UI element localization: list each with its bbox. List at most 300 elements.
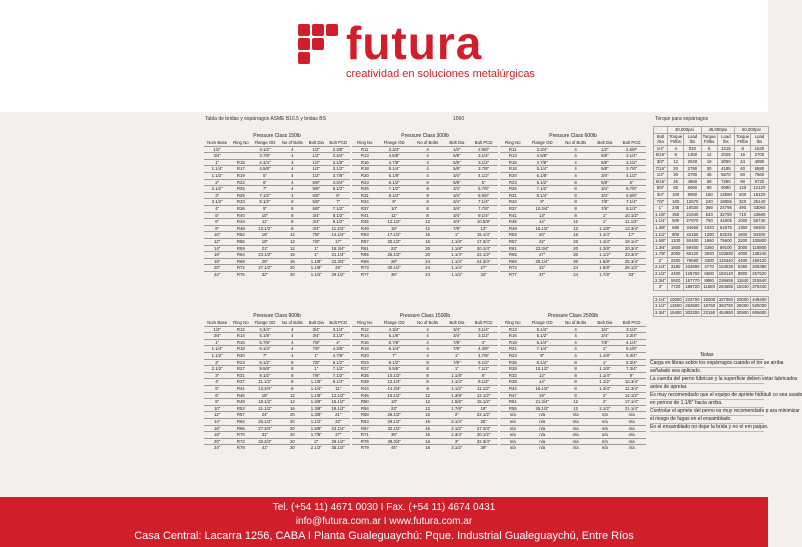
table-cell: 6.5/8" <box>617 192 646 199</box>
table-cell: 1.3/4" <box>655 244 667 250</box>
table-cell: 20 <box>559 245 593 252</box>
table-cell: 3.1/2" <box>326 166 350 173</box>
table-cell: 4.5/8" <box>378 153 411 160</box>
column-header: Ring No <box>233 140 249 145</box>
table-row <box>204 432 350 439</box>
table-cell: 4400 <box>735 257 751 264</box>
table-row <box>500 399 646 406</box>
table-cell: 12 <box>559 219 593 226</box>
table-cell: 12.1/2" <box>469 392 498 399</box>
torque-table-block <box>653 126 769 317</box>
table-cell: 14" <box>526 219 559 226</box>
table-cell: 27" <box>326 432 350 439</box>
table-cell: 3/4" <box>444 219 469 226</box>
table-cell: 8 <box>559 186 593 193</box>
table-cell: 8.1/4" <box>526 192 559 199</box>
table-cell: 19" <box>526 392 559 399</box>
table-cell: R23 <box>352 179 378 186</box>
table-cell: R65 <box>500 252 526 259</box>
table-cell: 3/4" <box>204 333 230 340</box>
table-cell: 30 <box>701 165 717 172</box>
table-cell: 14" <box>204 418 230 425</box>
table-cell: 6.1/4" <box>378 346 411 353</box>
table-cell: n/a <box>617 445 646 451</box>
table-cell: 17" <box>617 232 646 239</box>
table-cell: 8 <box>411 212 445 219</box>
brand-name: futura <box>346 17 483 69</box>
table-cell: 12500 <box>668 303 684 310</box>
table-row <box>500 232 646 239</box>
table-cell: 159120 <box>752 257 767 263</box>
column-header: Ring No <box>357 140 373 145</box>
table-cell: 3/4" <box>306 219 326 226</box>
table-row <box>352 352 498 359</box>
table-row <box>500 418 646 425</box>
note-line: señalado sea aplicado. <box>650 368 764 376</box>
table-cell: 26.1/2" <box>526 405 559 412</box>
table-cell: 5/8" <box>592 153 617 160</box>
table-cell: 1.1/8" <box>444 245 469 252</box>
table-cell: 30.1/2" <box>378 265 411 272</box>
table-cell: 6.3/4" <box>617 359 646 366</box>
table-row <box>500 445 646 451</box>
table-cell: 8.1/2" <box>617 205 646 212</box>
table-cell: 16 <box>411 425 445 432</box>
table-cell: 19" <box>251 238 278 245</box>
table-cell: R17 <box>230 166 251 173</box>
table-cell: 33.3/4" <box>251 438 278 445</box>
table-row <box>654 158 769 165</box>
table-cell: R35 <box>352 372 378 379</box>
table-cell: R18 <box>230 346 251 353</box>
table-cell: 1" <box>444 352 469 359</box>
table-cell: R49 <box>352 225 378 232</box>
pressure-table-title: Pressure Class 2500lb <box>547 313 599 319</box>
column-header: No of Bolts <box>565 140 587 145</box>
table-row <box>352 238 498 245</box>
table-cell: 8 <box>411 192 445 199</box>
table-cell: 51975 <box>717 224 734 231</box>
table-cell: 11" <box>378 212 411 219</box>
table-cell: 25" <box>251 258 278 265</box>
table-cell: R73 <box>352 265 378 272</box>
column-header: Torque Ft/lbs <box>669 133 683 145</box>
table-cell: 10.3/4" <box>526 205 559 212</box>
table-cell: 1600 <box>735 231 751 238</box>
table-cell: 2" <box>204 179 230 186</box>
table-cell: 1.1/8" <box>306 265 326 272</box>
table-cell: 315540 <box>752 277 767 283</box>
table-cell: 205380 <box>752 264 767 270</box>
table-cell: 3/4" <box>592 192 617 199</box>
table-cell: 3.1/4" <box>326 326 350 333</box>
column-header: Flange OD <box>254 140 276 145</box>
table-cell: 200 <box>735 191 751 198</box>
table-cell: 1500 <box>668 244 684 251</box>
table-row <box>204 205 350 212</box>
table-row <box>204 238 350 245</box>
table-cell: R20 <box>352 172 378 179</box>
table-cell: 41805 <box>717 218 734 225</box>
table-cell: R34 <box>352 199 378 206</box>
table-cell: 3.1/4" <box>617 153 646 160</box>
table-cell: 4 <box>559 346 593 353</box>
table-cell: 9" <box>617 372 646 379</box>
table-cell: 1360 <box>735 224 751 231</box>
pressure-table-title: Pressure Class 150lb <box>253 133 301 139</box>
table-cell: 5" <box>251 172 278 179</box>
pressure-table-block <box>204 132 350 277</box>
table-cell: R41 <box>352 212 378 219</box>
table-cell: 8 <box>279 372 307 379</box>
table-cell: 1.3/8" <box>444 392 469 399</box>
table-cell: 1.1/8" <box>592 225 617 232</box>
table-cell: 24" <box>204 445 230 451</box>
table-cell: 6600 <box>701 271 717 278</box>
table-row <box>500 153 646 160</box>
table-cell: 27" <box>526 252 559 259</box>
table-cell: 18 <box>701 158 717 165</box>
table-cell: 4 <box>279 166 307 173</box>
table-cell: 1.1/8" <box>444 372 469 379</box>
table-cell: 5920 <box>668 277 684 284</box>
table-cell: 1000 <box>735 218 751 225</box>
table-cell: 1/2" <box>306 146 326 153</box>
table-cell: 11" <box>326 385 350 392</box>
table-cell: R47 <box>500 392 526 399</box>
table-cell: 12.1/4" <box>378 379 411 386</box>
table-row <box>500 172 646 179</box>
table-cell: 810 <box>684 145 701 152</box>
table-cell: 9" <box>251 205 278 212</box>
table-cell: 16 <box>735 152 751 159</box>
table-row <box>352 192 498 199</box>
table-cell: 6.1/8" <box>526 172 559 179</box>
column-header: No of Bolts <box>565 320 587 325</box>
table-cell: 4.1/4" <box>617 339 646 346</box>
table-cell: n/a <box>592 425 617 432</box>
table-cell: R31 <box>500 192 526 199</box>
column-header: Torque Ft/lbs <box>736 133 750 145</box>
table-cell: 3" <box>654 284 668 291</box>
table-cell: 2.3/8" <box>326 146 350 153</box>
table-cell <box>654 127 668 134</box>
table-cell: 7/8" <box>306 372 326 379</box>
table-cell: 12 <box>279 245 307 252</box>
table-row <box>352 399 498 406</box>
table-cell: 1/2" <box>654 172 668 179</box>
table-cell: 3/4" <box>306 333 326 340</box>
table-cell: 6060 <box>684 185 701 192</box>
table-cell: 1.1/4" <box>444 265 469 272</box>
table-cell: 5" <box>204 385 230 392</box>
table-cell: 8.1/2" <box>251 359 278 366</box>
table-cell: 12 <box>559 399 593 406</box>
table-cell: 4.1/2" <box>469 172 498 179</box>
table-cell: 8 <box>559 205 593 212</box>
table-cell: 1.3/8" <box>306 399 326 406</box>
table-cell: R31 <box>230 372 251 379</box>
table-cell: 10" <box>378 205 411 212</box>
table-row <box>204 418 350 425</box>
table-cell: 29.1/2" <box>326 438 350 445</box>
table-cell: 3/4" <box>444 192 469 199</box>
table-row <box>352 179 498 186</box>
table-row <box>500 238 646 245</box>
table-cell: 1.1/2" <box>444 385 469 392</box>
table-cell: 24.3/4" <box>469 258 498 265</box>
table-cell: 4 <box>411 153 445 160</box>
table-cell: 1/2" <box>592 146 617 153</box>
table-cell: R24 <box>352 359 378 366</box>
table-cell: 1.1/4" <box>306 385 326 392</box>
table-cell: 4.1/4" <box>251 159 278 166</box>
table-row <box>352 412 498 419</box>
table-cell: 4080 <box>751 158 768 165</box>
table-cell: 8.1/4" <box>378 192 411 199</box>
table-cell: n/a <box>592 418 617 425</box>
document-title: Tabla de bridas y espárragos ASME B16.5 y bridas BS <box>205 116 326 122</box>
column-header: Flange OD <box>254 320 276 325</box>
column-header: Flange OD <box>531 320 553 325</box>
table-row <box>352 445 498 451</box>
table-cell: 224700 <box>685 296 700 302</box>
table-cell: 1.5/8" <box>592 258 617 265</box>
table-cell: 3.1/2" <box>617 159 646 166</box>
table-row <box>654 145 769 152</box>
table-cell: 12 <box>701 152 717 159</box>
table-cell: 16 <box>411 418 445 425</box>
note-line: La cuerda del perno lubrican y la superficie deben estar lubricados <box>650 376 798 382</box>
table-row <box>654 211 769 218</box>
table-cell: n/a <box>617 432 646 439</box>
table-cell: 7/8" <box>306 359 326 366</box>
table-cell: 3.1/2" <box>469 159 498 166</box>
table-row <box>204 359 350 366</box>
table-cell: 8 <box>411 179 445 186</box>
table-row <box>352 339 498 346</box>
table-cell: n/a <box>592 438 617 445</box>
table-cell: 3.1/4" <box>469 153 498 160</box>
table-cell: R26 <box>352 186 378 193</box>
table-cell: 3.1/2" <box>204 199 230 206</box>
table-row <box>500 258 646 265</box>
table-row <box>500 159 646 166</box>
table-row <box>500 412 646 419</box>
table-cell: 1.1/8" <box>655 211 667 217</box>
table-cell: R44 <box>352 385 378 392</box>
table-cell: 30 <box>668 172 684 179</box>
table-cell: 3/4" <box>204 153 230 160</box>
table-cell: 7" <box>378 352 411 359</box>
table-cell: R40 <box>230 212 251 219</box>
table-cell: 8 <box>411 205 445 212</box>
table-cell: 13590 <box>717 191 734 198</box>
table-cell: 4000 <box>735 251 751 258</box>
table-cell: 1.5/8" <box>592 265 617 272</box>
table-cell: 8 <box>735 145 751 152</box>
table-cell: 2040 <box>684 158 701 165</box>
table-cell: 525000 <box>752 303 767 309</box>
table-cell: n/a <box>559 445 593 451</box>
table-cell: 4" <box>204 205 230 212</box>
table-cell: 9.1/4" <box>326 379 350 386</box>
table-cell: 24 <box>411 265 445 272</box>
pressure-table-block <box>204 312 350 451</box>
table-cell: 27870 <box>684 218 701 225</box>
table-row <box>654 172 769 179</box>
table-cell: 5/8" <box>306 179 326 186</box>
table-cell: 8" <box>526 352 559 359</box>
table-cell: 1.1/8" <box>306 392 326 399</box>
table-cell: 4.7/8" <box>326 352 350 359</box>
table-row <box>500 212 646 219</box>
table-cell: 10" <box>204 232 230 239</box>
table-cell: R69 <box>500 258 526 265</box>
table-cell: 45 <box>668 178 684 185</box>
table-cell: 1/2" <box>444 146 469 153</box>
table-cell: 16 <box>411 445 445 451</box>
table-cell: 8 <box>279 366 307 373</box>
table-row <box>500 352 646 359</box>
table-cell: R50 <box>352 399 378 406</box>
table-cell: n/a <box>592 445 617 451</box>
table-cell: 4 <box>411 172 445 179</box>
table-cell: 490 <box>735 205 751 212</box>
table-cell: 1.1/8" <box>592 366 617 373</box>
table-cell: 25" <box>469 418 498 425</box>
table-cell: 379440 <box>752 284 767 290</box>
table-cell: 3/4" <box>444 199 469 206</box>
table-cell: 18.1/2" <box>326 405 350 412</box>
table-cell: n/a <box>500 438 526 445</box>
table-row <box>654 152 769 159</box>
table-cell: n/a <box>526 412 559 419</box>
table-cell: 449400 <box>752 296 767 302</box>
table-cell: 1215 <box>717 145 734 152</box>
table-cell: 103680 <box>718 251 734 257</box>
table-cell: 10000 <box>668 296 684 303</box>
table-cell: 21" <box>251 245 278 252</box>
table-cell: 393750 <box>718 303 734 309</box>
column-header: Bolt Dia <box>449 320 465 325</box>
table-cell: 2.3/4" <box>444 432 469 439</box>
table-cell: 3" <box>204 192 230 199</box>
table-row <box>654 296 769 303</box>
table-cell: 13.3/4" <box>617 225 646 232</box>
table-cell: 23.1/2" <box>251 252 278 259</box>
table-cell: 1.1/4" <box>444 258 469 265</box>
table-cell: R27 <box>230 366 251 373</box>
table-cell: R20 <box>230 352 251 359</box>
table-cell: 15000 <box>701 296 717 303</box>
table-cell: 75600 <box>717 238 734 245</box>
table-cell: 1.1/4" <box>655 218 667 224</box>
footer <box>0 497 768 547</box>
table-cell: 24 <box>411 271 445 277</box>
table-cell: 25.1/2" <box>378 252 411 259</box>
table-row <box>654 277 769 284</box>
table-cell: 79560 <box>684 257 701 264</box>
table-cell: 5.1/4" <box>378 166 411 173</box>
table-cell: 20 <box>559 258 593 265</box>
table-cell: 8 <box>279 359 307 366</box>
table-cell: R53 <box>500 232 526 239</box>
table-row <box>204 379 350 386</box>
table-cell: 1.7/8" <box>592 271 617 277</box>
table-cell: 1" <box>306 366 326 373</box>
column-header: Bolt Dia <box>597 140 613 145</box>
table-cell: 4 <box>559 172 593 179</box>
table-cell: 19" <box>469 405 498 412</box>
column-header: Nom Base <box>207 320 228 325</box>
table-cell: 16" <box>204 252 230 259</box>
table-cell: 8 <box>559 212 593 219</box>
table-cell: 4 <box>279 179 307 186</box>
column-header: Bolt PCD <box>622 320 641 325</box>
table-cell: 21.1/2" <box>251 405 278 412</box>
table-cell: 27.3/4" <box>251 425 278 432</box>
table-cell: 4.7/8" <box>469 352 498 359</box>
torque-group-header: 30,000psi <box>668 127 701 134</box>
table-cell: 5.7/8" <box>617 186 646 193</box>
table-cell: R65 <box>352 252 378 259</box>
table-cell: 10" <box>204 405 230 412</box>
table-row <box>654 218 769 225</box>
note-line: En el ensamblado no dejar la brida y no el em paque. <box>650 424 769 430</box>
table-row <box>204 392 350 399</box>
table-cell: 6.1/2" <box>526 179 559 186</box>
table-row <box>352 232 498 239</box>
table-cell: 2790 <box>684 165 701 172</box>
table-cell: 8 <box>559 359 593 366</box>
table-cell: 9" <box>378 199 411 206</box>
table-cell: R49 <box>230 399 251 406</box>
table-cell: 2" <box>444 412 469 419</box>
table-cell: 160 <box>668 198 684 205</box>
table-cell: R66 <box>230 425 251 432</box>
table-cell: 3.7/8" <box>469 166 498 173</box>
table-row <box>352 432 498 439</box>
table-cell: 90 <box>735 178 751 185</box>
table-row <box>500 405 646 412</box>
table-cell: 5.1/8" <box>251 333 278 340</box>
table-cell: R58 <box>352 412 378 419</box>
notes-title: Notas <box>650 352 764 360</box>
table-cell: 1.1/8" <box>592 352 617 359</box>
table-cell: 2" <box>306 438 326 445</box>
table-row <box>352 153 498 160</box>
table-cell: R61 <box>352 245 378 252</box>
table-cell: 5/16" <box>654 152 668 159</box>
table-cell: 1/2" <box>306 159 326 166</box>
table-cell: 1.3/8" <box>592 245 617 252</box>
table-cell: n/a <box>617 438 646 445</box>
table-cell: 29.1/2" <box>378 418 411 425</box>
table-cell: n/a <box>617 418 646 425</box>
table-cell: 189720 <box>685 284 700 290</box>
table-cell: 12" <box>204 412 230 419</box>
table-cell: 500 <box>668 218 684 225</box>
table-cell: 20" <box>204 265 230 272</box>
table-cell: 4" <box>204 379 230 386</box>
table-cell: 20 <box>279 271 307 277</box>
table-cell: 29.1/2" <box>326 271 350 277</box>
table-cell: 236655 <box>718 277 734 283</box>
table-cell: R72 <box>230 265 251 272</box>
table-cell: 355 <box>668 211 684 218</box>
table-cell: R25 <box>230 186 251 193</box>
